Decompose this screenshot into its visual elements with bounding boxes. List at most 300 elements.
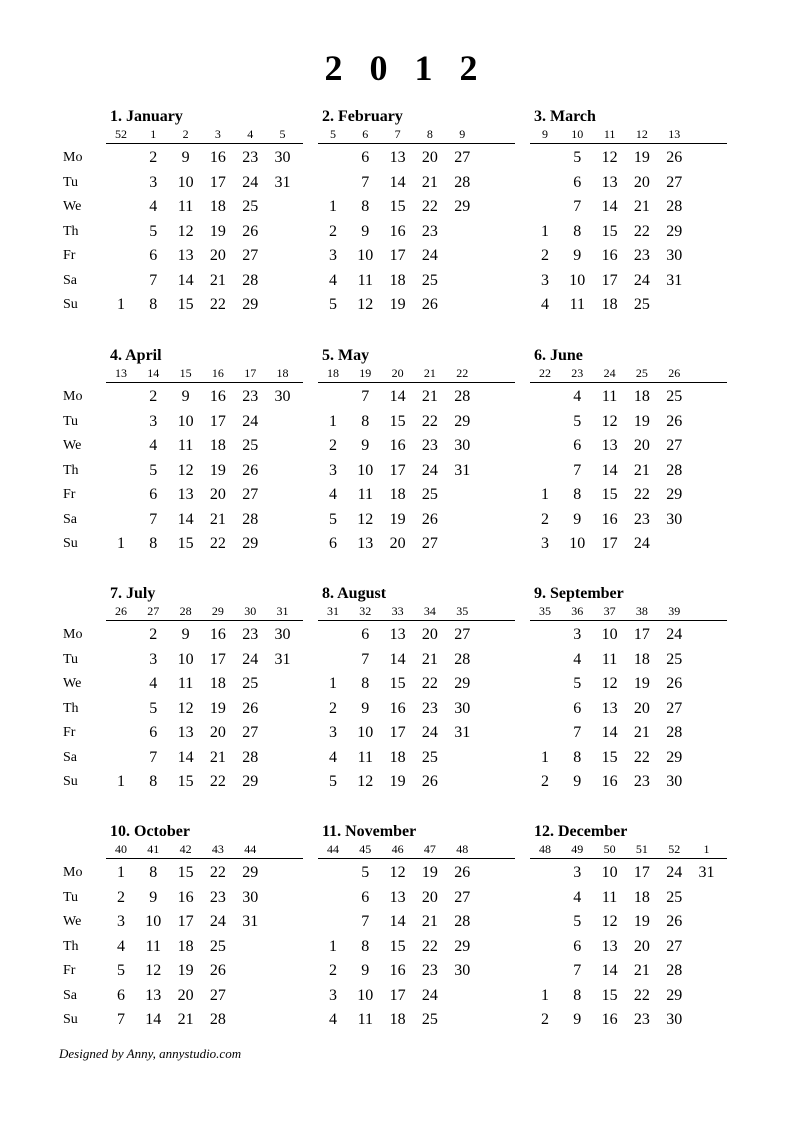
day-number: 2 <box>541 247 549 264</box>
weekday-label: Fr <box>63 248 76 263</box>
day-number: 7 <box>361 913 370 930</box>
day-number: 5 <box>573 675 582 692</box>
day-number: 19 <box>389 773 406 790</box>
day-number: 8 <box>361 412 370 430</box>
day-number: 30 <box>666 510 683 528</box>
day-number: 24 <box>421 247 438 264</box>
day-number: 13 <box>601 699 618 717</box>
day-number: 23 <box>242 149 259 166</box>
day-number: 19 <box>389 296 406 313</box>
day-number: 31 <box>666 271 683 289</box>
day-number: 11 <box>357 271 373 289</box>
day-number: 9 <box>181 149 190 166</box>
day-number: 22 <box>209 864 226 881</box>
week-number: 24 <box>603 366 616 380</box>
day-number: 11 <box>601 888 618 906</box>
day-number: 16 <box>209 388 226 405</box>
day-number: 12 <box>601 675 618 692</box>
weekday-label: Su <box>63 1012 78 1027</box>
day-number: 27 <box>666 437 683 454</box>
day-number: 29 <box>666 748 683 766</box>
day-number: 6 <box>329 535 337 552</box>
day-number: 20 <box>633 699 650 717</box>
day-number: 11 <box>357 486 373 503</box>
day-number: 10 <box>145 913 162 930</box>
day-number: 26 <box>242 699 259 717</box>
day-number: 28 <box>666 198 683 215</box>
day-number: 19 <box>421 864 438 881</box>
day-number: 18 <box>209 198 226 215</box>
day-number: 1 <box>541 986 549 1004</box>
day-number: 20 <box>177 986 194 1004</box>
day-number: 5 <box>329 773 337 790</box>
day-number: 8 <box>149 535 158 552</box>
day-number: 5 <box>329 510 337 528</box>
week-number: 3 <box>214 127 221 141</box>
day-number: 24 <box>633 535 650 552</box>
month-title: 11. November <box>322 823 417 840</box>
day-number: 1 <box>117 773 125 790</box>
day-number: 23 <box>421 962 438 979</box>
day-number: 29 <box>454 675 471 692</box>
day-number: 26 <box>666 149 683 166</box>
day-number: 25 <box>666 650 683 668</box>
day-number: 23 <box>421 437 438 454</box>
day-number: 25 <box>242 198 259 215</box>
day-number: 28 <box>666 461 683 479</box>
day-number: 4 <box>149 675 158 692</box>
week-number: 5 <box>330 127 336 141</box>
day-number: 16 <box>601 773 618 790</box>
day-number: 10 <box>601 626 618 643</box>
month-title: 3. March <box>534 108 596 125</box>
weekday-label: Tu <box>63 651 79 667</box>
weekday-label: Th <box>63 223 79 239</box>
day-number: 17 <box>209 650 226 668</box>
day-number: 1 <box>117 535 125 552</box>
day-number: 19 <box>633 149 650 166</box>
day-number: 5 <box>573 149 582 166</box>
week-number: 1 <box>150 127 157 141</box>
day-number: 3 <box>541 535 549 552</box>
day-number: 5 <box>329 296 337 313</box>
day-number: 16 <box>389 962 406 979</box>
weekday-label: Mo <box>63 389 83 404</box>
day-number: 3 <box>329 247 337 264</box>
day-number: 17 <box>633 626 650 643</box>
day-number: 1 <box>329 412 337 430</box>
day-number: 18 <box>633 888 650 906</box>
day-number: 5 <box>149 222 158 240</box>
weekday-label: We <box>63 199 82 214</box>
day-number: 16 <box>209 149 226 166</box>
day-number: 3 <box>117 913 125 930</box>
week-number: 52 <box>115 127 127 141</box>
week-number: 11 <box>603 127 616 141</box>
day-number: 18 <box>209 437 226 454</box>
day-number: 15 <box>177 864 194 881</box>
week-number: 10 <box>571 127 584 141</box>
day-number: 10 <box>177 412 194 430</box>
day-number: 15 <box>389 675 406 692</box>
day-number: 28 <box>454 913 471 930</box>
week-number: 34 <box>423 604 436 618</box>
day-number: 3 <box>149 412 158 430</box>
day-number: 14 <box>145 1011 162 1028</box>
day-number: 19 <box>177 962 194 979</box>
week-number: 18 <box>276 366 289 380</box>
day-number: 25 <box>421 1011 438 1028</box>
day-number: 7 <box>573 962 582 979</box>
day-number: 25 <box>242 675 259 692</box>
day-number: 15 <box>601 222 618 240</box>
day-number: 3 <box>149 650 158 668</box>
day-number: 4 <box>541 296 549 313</box>
day-number: 6 <box>361 626 370 643</box>
day-number: 8 <box>573 986 582 1004</box>
day-number: 16 <box>389 699 406 717</box>
week-number: 48 <box>539 842 551 856</box>
week-number: 44 <box>327 842 339 856</box>
day-number: 30 <box>454 437 471 454</box>
weekday-label: Mo <box>63 627 83 642</box>
day-number: 31 <box>274 650 291 668</box>
day-number: 20 <box>209 486 226 503</box>
day-number: 9 <box>361 437 370 454</box>
weekday-label: Fr <box>63 725 76 740</box>
day-number: 13 <box>357 535 374 552</box>
day-number: 30 <box>274 626 291 643</box>
day-number: 30 <box>454 962 471 979</box>
day-number: 27 <box>454 626 471 643</box>
day-number: 24 <box>209 913 226 930</box>
day-number: 23 <box>633 773 650 790</box>
day-number: 1 <box>541 222 549 240</box>
day-number: 16 <box>177 888 194 906</box>
day-number: 20 <box>421 626 438 643</box>
calendar-year-title: 2 0 1 2 <box>324 48 487 88</box>
week-number: 27 <box>147 604 160 618</box>
day-number: 19 <box>209 699 226 717</box>
week-number: 14 <box>147 366 160 380</box>
week-number: 19 <box>359 366 372 380</box>
day-number: 12 <box>389 864 406 881</box>
day-number: 27 <box>242 247 259 264</box>
day-number: 8 <box>361 198 370 215</box>
day-number: 21 <box>421 913 438 930</box>
day-number: 21 <box>177 1011 194 1028</box>
day-number: 15 <box>601 986 618 1004</box>
day-number: 12 <box>601 913 618 930</box>
weekday-label: Tu <box>63 174 79 190</box>
day-number: 30 <box>666 1011 683 1028</box>
day-number: 18 <box>389 748 406 766</box>
day-number: 21 <box>633 962 650 979</box>
day-number: 22 <box>421 412 438 430</box>
day-number: 13 <box>177 724 194 741</box>
day-number: 6 <box>117 986 125 1004</box>
day-number: 27 <box>242 724 259 741</box>
day-number: 15 <box>177 535 194 552</box>
day-number: 28 <box>242 748 259 766</box>
day-number: 26 <box>209 962 226 979</box>
day-number: 20 <box>633 173 650 191</box>
day-number: 12 <box>177 222 194 240</box>
day-number: 11 <box>601 388 618 405</box>
day-number: 27 <box>666 699 683 717</box>
day-number: 7 <box>361 650 370 668</box>
week-number: 8 <box>426 127 433 141</box>
day-number: 13 <box>601 173 618 191</box>
day-number: 12 <box>177 699 194 717</box>
week-number: 30 <box>244 604 257 618</box>
day-number: 9 <box>573 510 582 528</box>
day-number: 2 <box>329 437 337 454</box>
day-number: 23 <box>421 222 438 240</box>
day-number: 28 <box>454 650 471 668</box>
day-number: 27 <box>666 937 683 955</box>
week-number: 36 <box>571 604 584 618</box>
day-number: 22 <box>633 222 650 240</box>
day-number: 18 <box>209 675 226 692</box>
day-number: 7 <box>117 1011 125 1028</box>
month-title: 8. August <box>322 585 387 602</box>
day-number: 28 <box>666 724 683 741</box>
day-number: 17 <box>389 986 406 1004</box>
day-number: 25 <box>421 748 438 766</box>
day-number: 25 <box>421 271 438 289</box>
month-title: 6. June <box>534 347 583 364</box>
day-number: 18 <box>633 388 650 405</box>
day-number: 31 <box>274 173 291 191</box>
week-number: 23 <box>571 366 584 380</box>
day-number: 6 <box>149 486 158 503</box>
week-number: 26 <box>115 604 127 618</box>
day-number: 6 <box>149 724 158 741</box>
week-number: 7 <box>394 127 401 141</box>
day-number: 8 <box>573 486 582 503</box>
day-number: 13 <box>601 937 618 955</box>
weekday-label: Fr <box>63 487 76 502</box>
week-number: 9 <box>542 127 548 141</box>
month-title: 7. July <box>110 585 156 602</box>
day-number: 11 <box>145 937 161 955</box>
day-number: 4 <box>329 1011 337 1028</box>
day-number: 18 <box>389 271 406 289</box>
day-number: 10 <box>569 271 586 289</box>
day-number: 19 <box>209 222 226 240</box>
day-number: 17 <box>209 412 226 430</box>
day-number: 30 <box>454 699 471 717</box>
day-number: 17 <box>389 724 406 741</box>
day-number: 27 <box>242 486 259 503</box>
day-number: 9 <box>181 388 190 405</box>
day-number: 16 <box>601 247 618 264</box>
week-number: 40 <box>115 842 127 856</box>
weekday-label: Su <box>63 297 78 312</box>
weekday-label: We <box>63 914 82 929</box>
day-number: 14 <box>601 461 618 479</box>
week-number: 48 <box>456 842 469 856</box>
week-number: 50 <box>603 842 616 856</box>
day-number: 2 <box>149 388 158 405</box>
day-number: 17 <box>209 173 226 191</box>
week-number: 31 <box>327 604 339 618</box>
day-number: 29 <box>666 486 683 503</box>
week-number: 4 <box>247 127 254 141</box>
month-header-rule <box>106 858 303 859</box>
weekday-label: Th <box>63 700 79 716</box>
day-number: 7 <box>361 388 370 405</box>
day-number: 24 <box>666 864 683 881</box>
day-number: 8 <box>573 222 582 240</box>
day-number: 9 <box>361 962 370 979</box>
week-number: 22 <box>456 366 469 380</box>
day-number: 9 <box>573 773 582 790</box>
day-number: 11 <box>601 650 618 668</box>
day-number: 27 <box>421 535 438 552</box>
day-number: 22 <box>209 773 226 790</box>
day-number: 27 <box>454 149 471 166</box>
day-number: 14 <box>601 198 618 215</box>
week-number: 33 <box>391 604 404 618</box>
day-number: 31 <box>454 461 471 479</box>
day-number: 14 <box>389 650 406 668</box>
day-number: 24 <box>421 724 438 741</box>
day-number: 7 <box>149 510 158 528</box>
weekday-label: Su <box>63 536 78 551</box>
day-number: 17 <box>601 271 618 289</box>
week-number: 21 <box>423 366 436 380</box>
day-number: 16 <box>601 1011 618 1028</box>
week-number: 22 <box>539 366 551 380</box>
week-number: 44 <box>244 842 257 856</box>
week-number: 20 <box>391 366 404 380</box>
day-number: 8 <box>149 773 158 790</box>
day-number: 20 <box>389 535 406 552</box>
month-header-rule <box>530 620 727 621</box>
day-number: 7 <box>573 461 582 479</box>
day-number: 20 <box>633 937 650 955</box>
day-number: 30 <box>274 149 291 166</box>
day-number: 31 <box>698 864 715 881</box>
day-number: 7 <box>149 748 158 766</box>
day-number: 25 <box>666 888 683 906</box>
day-number: 12 <box>145 962 162 979</box>
day-number: 3 <box>329 461 337 479</box>
day-number: 11 <box>569 296 585 313</box>
day-number: 6 <box>361 888 370 906</box>
day-number: 13 <box>389 626 406 643</box>
month-header-rule <box>318 143 515 144</box>
day-number: 13 <box>177 247 194 264</box>
week-number: 16 <box>211 366 224 380</box>
day-number: 4 <box>329 748 337 766</box>
day-number: 6 <box>149 247 158 264</box>
day-number: 15 <box>601 748 618 766</box>
day-number: 9 <box>181 626 190 643</box>
day-number: 8 <box>149 296 158 313</box>
day-number: 10 <box>357 247 374 264</box>
day-number: 21 <box>421 388 438 405</box>
day-number: 28 <box>454 173 471 191</box>
day-number: 17 <box>177 913 194 930</box>
month-header-rule <box>318 620 515 621</box>
day-number: 18 <box>633 650 650 668</box>
day-number: 11 <box>177 198 194 215</box>
day-number: 10 <box>569 535 586 552</box>
day-number: 19 <box>633 913 650 930</box>
day-number: 5 <box>573 913 582 930</box>
day-number: 17 <box>633 864 650 881</box>
day-number: 3 <box>329 724 337 741</box>
month-header-rule <box>106 143 303 144</box>
week-number: 12 <box>635 127 648 141</box>
day-number: 3 <box>541 271 549 289</box>
day-number: 20 <box>633 437 650 454</box>
day-number: 16 <box>209 626 226 643</box>
day-number: 23 <box>209 888 226 906</box>
day-number: 12 <box>357 773 374 790</box>
day-number: 7 <box>361 173 370 191</box>
day-number: 10 <box>177 173 194 191</box>
day-number: 19 <box>633 412 650 430</box>
day-number: 10 <box>357 461 374 479</box>
day-number: 13 <box>601 437 618 454</box>
day-number: 12 <box>177 461 194 479</box>
day-number: 15 <box>177 296 194 313</box>
day-number: 26 <box>242 222 259 240</box>
month-header-rule <box>530 858 727 859</box>
day-number: 22 <box>209 296 226 313</box>
day-number: 15 <box>389 198 406 215</box>
weekday-label: Th <box>63 938 79 954</box>
day-number: 3 <box>573 626 582 643</box>
weekday-label: Fr <box>63 963 76 978</box>
week-number: 43 <box>211 842 224 856</box>
day-number: 30 <box>666 247 683 264</box>
month-title: 2. February <box>322 108 403 125</box>
day-number: 13 <box>177 486 194 503</box>
weekday-label: We <box>63 438 82 453</box>
day-number: 6 <box>573 437 582 454</box>
month-header-rule <box>318 858 515 859</box>
week-number: 32 <box>359 604 372 618</box>
day-number: 30 <box>242 888 259 906</box>
day-number: 4 <box>329 486 337 503</box>
day-number: 18 <box>601 296 618 313</box>
day-number: 25 <box>421 486 438 503</box>
day-number: 7 <box>149 271 158 289</box>
day-number: 21 <box>209 271 226 289</box>
week-number: 39 <box>668 604 681 618</box>
day-number: 11 <box>357 1011 373 1028</box>
day-number: 8 <box>361 675 370 692</box>
weekday-label: Sa <box>63 987 77 1003</box>
day-number: 23 <box>242 388 259 405</box>
day-number: 25 <box>633 296 650 313</box>
week-number: 25 <box>635 366 648 380</box>
day-number: 6 <box>361 149 370 166</box>
day-number: 12 <box>601 149 618 166</box>
day-number: 23 <box>633 510 650 528</box>
day-number: 29 <box>666 986 683 1004</box>
day-number: 9 <box>361 222 370 240</box>
day-number: 13 <box>389 149 406 166</box>
day-number: 23 <box>633 247 650 264</box>
day-number: 8 <box>149 864 158 881</box>
day-number: 31 <box>454 724 471 741</box>
